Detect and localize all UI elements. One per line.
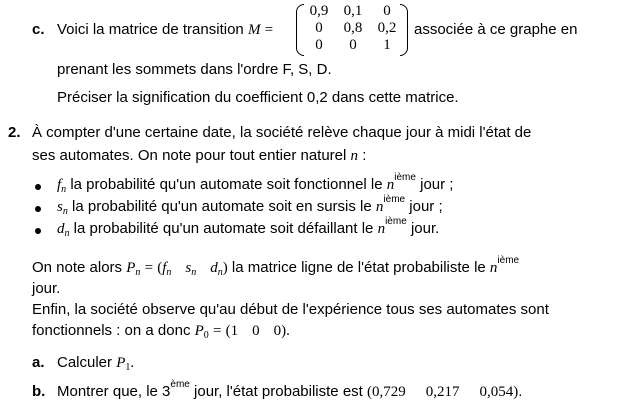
part-c-text-after: associée à ce graphe en xyxy=(414,21,578,38)
sub-b-label: b. xyxy=(32,383,46,400)
matrix-cell: 0,9 xyxy=(309,3,329,19)
equals: = xyxy=(264,22,274,38)
part-c-label: c. xyxy=(32,21,45,38)
matrix-cell: 0 xyxy=(383,3,391,19)
part-c-text: Voici la matrice de transition M = xyxy=(57,21,274,38)
matrix-cell: 0 xyxy=(315,20,323,36)
part-c-line3: Préciser la signification du coefficient 0,2 dans cette matrice. xyxy=(57,89,459,106)
note-pn-line1: On note alors $P_n = (f_n$ $s_n$ $d_n$) la matrice ligne de l'état probabiliste le $n^{ième}$ xyxy=(32,255,520,278)
note-pn-line2: jour. xyxy=(32,280,61,297)
sub-a-text: Calculer $P_1$. xyxy=(57,354,135,373)
bullet xyxy=(35,228,41,234)
row-vector: ($f_n$ $s_n$ $d_n$) xyxy=(157,260,228,278)
matrix-cell: 0,8 xyxy=(343,20,363,36)
bullet xyxy=(35,206,41,212)
matrix-cell: 0 xyxy=(349,37,357,53)
q2-intro-line1: À compter d'une certaine date, la société relève chaque jour à midi l'état de xyxy=(32,124,532,141)
bullet xyxy=(35,184,41,190)
transition-matrix xyxy=(296,4,408,56)
sub-a-label: a. xyxy=(32,354,45,371)
bullet-item-d: $d_n$ la probabilité qu'un automate soit défaillant le $n^{ième}$ jour. xyxy=(57,216,440,239)
question-number: 2. xyxy=(8,124,21,141)
matrix-cell: 0,2 xyxy=(377,20,397,36)
matrix-symbol: M xyxy=(247,22,261,38)
bullet-item-s: $s_n$ la probabilité qu'un automate soit en sursis le $n^{ième}$ jour ; xyxy=(57,194,443,217)
state-vector: (0,729 0,217 0,054) xyxy=(367,384,519,400)
part-c-line2: prenant les sommets dans l'ordre F, S, D. xyxy=(57,61,332,78)
matrix-cell: 1 xyxy=(383,37,391,53)
matrix-cell: 0,1 xyxy=(343,3,363,19)
enfin-line2: fonctionnels : on a donc $P_0 = (1$ 0 0). xyxy=(32,322,290,341)
matrix-cell: 0 xyxy=(315,37,323,53)
enfin-line1: Enfin, la société observe qu'au début de l'expérience tous ses automates sont xyxy=(32,301,549,318)
initial-vector: (1 0 0) xyxy=(225,323,287,339)
bullet-item-f: $f_n$ la probabilité qu'un automate soit fonctionnel le $n^{ième}$ jour ; xyxy=(57,172,454,195)
q2-intro-line2: ses automates. On note pour tout entier naturel n : xyxy=(32,147,367,164)
sub-b-text: Montrer que, le 3ème jour, l'état probabiliste est (0,729 0,217 0,054). xyxy=(57,379,523,400)
